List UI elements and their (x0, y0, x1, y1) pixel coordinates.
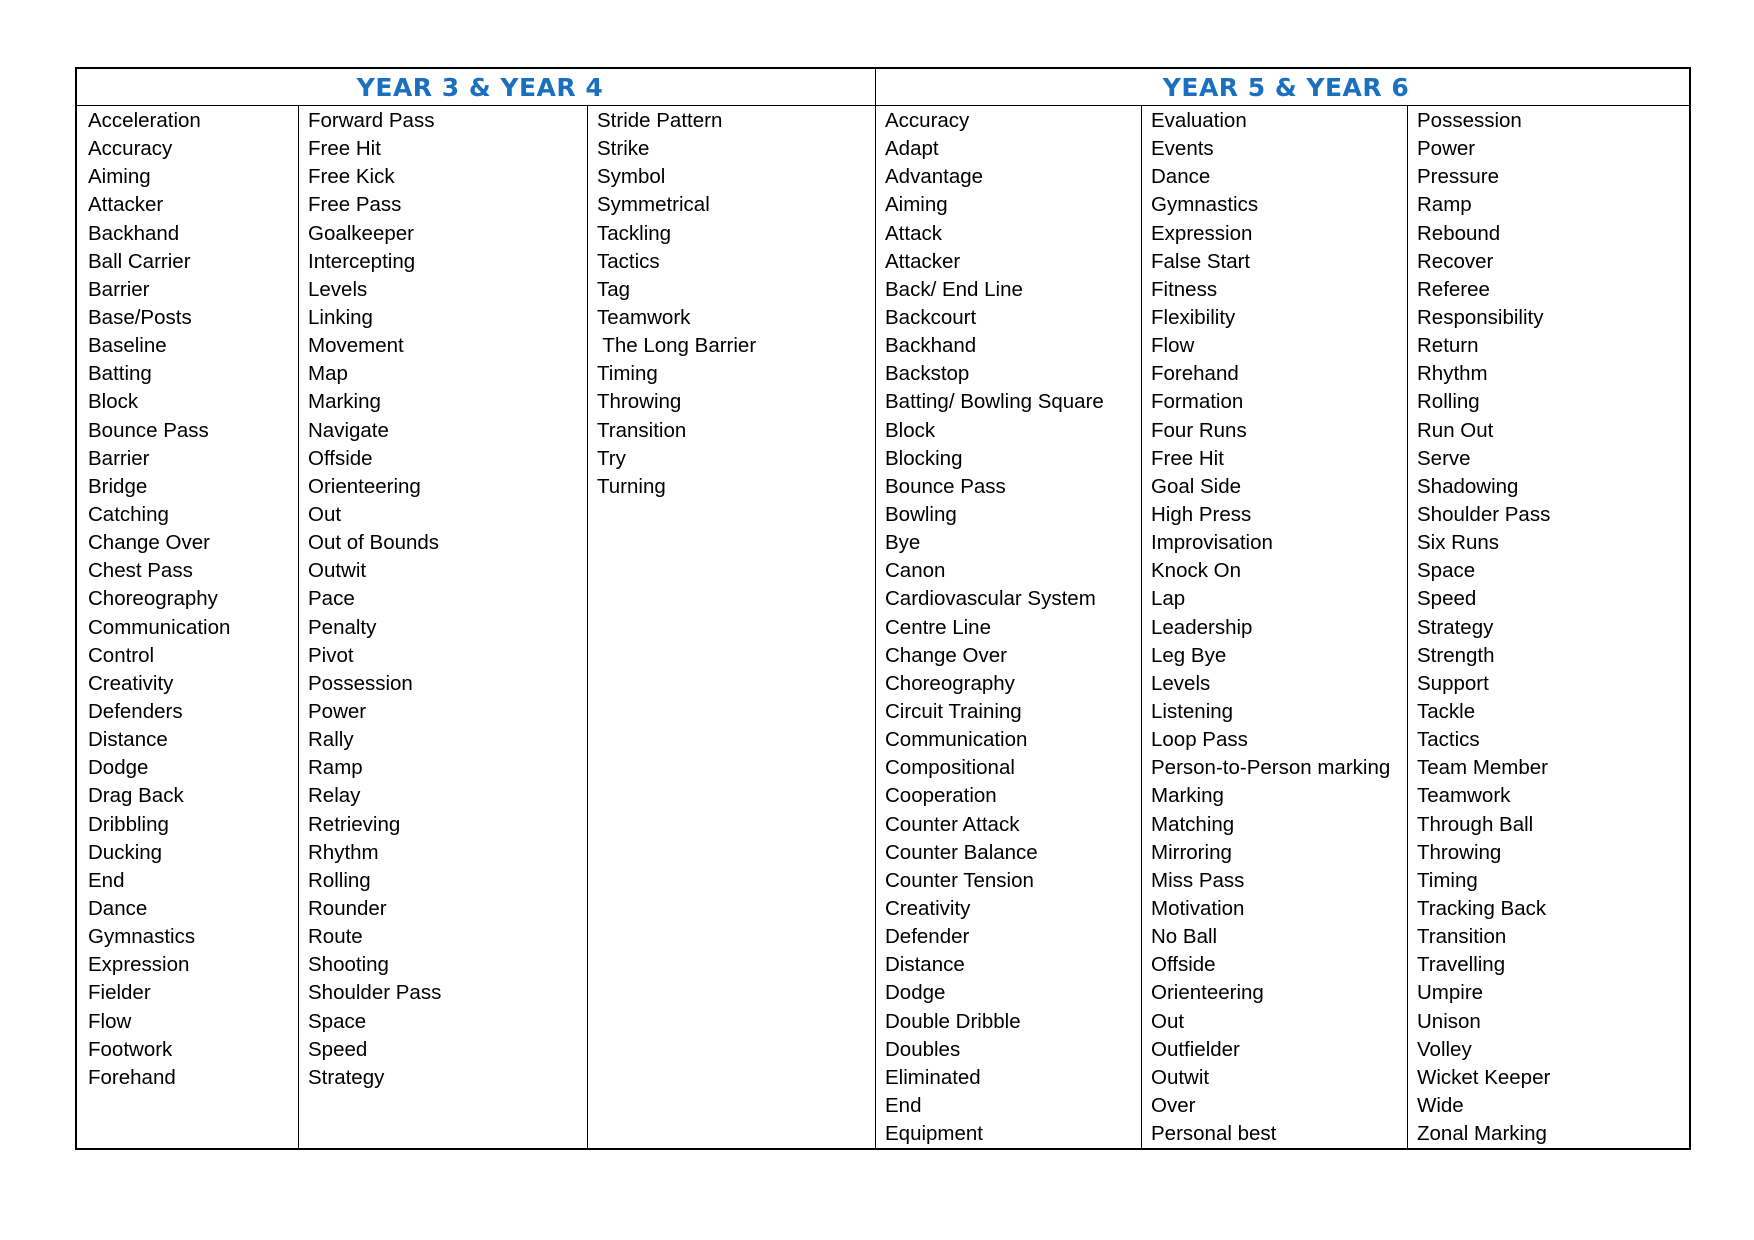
vocab-word: Loop Pass (1151, 728, 1248, 752)
vocab-word: Formation (1151, 390, 1244, 414)
vocab-word: Flow (88, 1009, 132, 1033)
vocab-word: Forward Pass (308, 109, 435, 132)
vocab-word: Back/ End Line (885, 277, 1023, 301)
word-column-2 (308, 107, 441, 1092)
vocab-word: Teamwork (597, 305, 691, 329)
vocab-word: Rhythm (1417, 362, 1488, 386)
vocab-word: Possession (1417, 109, 1522, 132)
vocab-word: Through Ball (1417, 812, 1534, 836)
vocab-word: Circuit Training (885, 699, 1022, 723)
vocab-word: Baseline (88, 334, 167, 358)
vocab-word: Footwork (88, 1037, 173, 1061)
vocab-word: Space (308, 1009, 367, 1033)
vocab-word: Mirroring (1151, 840, 1232, 864)
vocab-word: End (885, 1093, 922, 1117)
vocab-word: Drag Back (88, 784, 184, 808)
vocab-word: Forehand (1151, 362, 1239, 386)
vocab-word: Tactics (597, 249, 660, 273)
vocab-word: Eliminated (885, 1065, 981, 1089)
vocab-word: Dribbling (88, 812, 169, 836)
column-divider (1141, 105, 1142, 1148)
vocab-word: Offside (308, 446, 373, 470)
vocab-word: Gymnastics (88, 925, 196, 949)
vocab-word: Wicket Keeper (1417, 1065, 1551, 1089)
vocab-word: Throwing (597, 390, 682, 414)
vocab-word: Free Hit (308, 137, 381, 161)
header-year-3-4: YEAR 3 & YEAR 4 (356, 73, 604, 102)
vocab-word: Strike (597, 137, 650, 161)
vocab-word: Distance (885, 953, 965, 977)
vocab-word: Symbol (597, 165, 666, 189)
vocab-word: Compositional (885, 756, 1015, 780)
vocab-word: Volley (1417, 1037, 1472, 1061)
vocab-word: Personal best (1151, 1122, 1277, 1146)
vocab-word: Tracking Back (1417, 896, 1547, 920)
vocab-word: Accuracy (88, 137, 173, 161)
vocab-word: Adapt (885, 137, 939, 161)
vocab-word: Defenders (88, 699, 183, 723)
vocab-word: Knock On (1151, 559, 1242, 583)
vocab-word: Movement (308, 334, 404, 358)
vocab-word: Gymnastics (1151, 193, 1259, 217)
vocab-word: Dodge (88, 756, 149, 780)
vocab-word: Ramp (1417, 193, 1472, 217)
vocab-word: Power (1417, 137, 1476, 161)
vocab-word: Expression (88, 953, 190, 977)
vocab-word: Possession (308, 671, 413, 695)
vocab-word: Choreography (88, 587, 218, 611)
vocab-word: Navigate (308, 418, 389, 442)
word-column-1 (88, 107, 230, 1092)
vocab-word: Shoulder Pass (1417, 502, 1551, 526)
vocab-word: Free Hit (1151, 446, 1224, 470)
word-column-5 (1151, 107, 1390, 1148)
vocab-word: Person-to-Person marking (1151, 756, 1391, 780)
vocab-word: Timing (597, 362, 658, 386)
vocab-word: Outwit (308, 559, 367, 583)
vocab-word: Counter Balance (885, 840, 1038, 864)
vocab-word: Transition (1417, 925, 1507, 949)
vocab-word: Tag (597, 277, 631, 301)
vocab-word: Backhand (885, 334, 977, 358)
vocab-word: Defender (885, 925, 970, 949)
vocab-word: Dodge (885, 981, 946, 1005)
table-header-row (77, 69, 1689, 106)
vocab-word: Transition (597, 418, 687, 442)
vocab-word: Intercepting (308, 249, 416, 273)
vocab-word: Tackling (597, 221, 672, 245)
vocab-word: Shoulder Pass (308, 981, 442, 1005)
vocab-word: Bowling (885, 502, 957, 526)
vocab-word: Support (1417, 671, 1489, 695)
word-column-4 (885, 107, 1104, 1148)
vocab-word: Strength (1417, 643, 1495, 667)
vocab-word: Symmetrical (597, 193, 710, 217)
vocab-word: Linking (308, 305, 373, 329)
column-divider (298, 105, 299, 1148)
vocab-word: Ball Carrier (88, 249, 191, 273)
vocab-word: Advantage (885, 165, 984, 189)
vocab-word: Aiming (88, 165, 151, 189)
vocab-word: Change Over (885, 643, 1007, 667)
vocab-word: Serve (1417, 446, 1471, 470)
vocab-word: Outwit (1151, 1065, 1210, 1089)
vocab-word: Creativity (88, 671, 174, 695)
vocab-word: Lap (1151, 587, 1186, 611)
vocab-word: Communication (88, 615, 231, 639)
vocab-word: Centre Line (885, 615, 991, 639)
vocab-word: Cooperation (885, 784, 997, 808)
vocab-word: Shooting (308, 953, 389, 977)
vocab-word: Bounce Pass (88, 418, 209, 442)
vocab-word: Strategy (308, 1065, 385, 1089)
vocab-word: False Start (1151, 249, 1251, 273)
vocab-word: Dance (88, 896, 148, 920)
vocab-word: Tackle (1417, 699, 1476, 723)
vocab-word: Attacker (88, 193, 164, 217)
vocab-word: Motivation (1151, 896, 1245, 920)
vocab-word: Unison (1417, 1009, 1481, 1033)
vocab-word: Events (1151, 137, 1214, 161)
vocab-word: Base/Posts (88, 305, 192, 329)
vocab-word: Teamwork (1417, 784, 1511, 808)
vocab-word: Block (885, 418, 936, 442)
vocab-word: Leadership (1151, 615, 1253, 639)
vocab-word: Route (308, 925, 363, 949)
vocab-word: Over (1151, 1093, 1196, 1117)
vocab-word: Counter Attack (885, 812, 1020, 836)
vocab-word: Creativity (885, 896, 971, 920)
vocab-word: Marking (1151, 784, 1224, 808)
vocab-word: Fielder (88, 981, 151, 1005)
vocab-word: Tactics (1417, 728, 1480, 752)
vocab-word: Rhythm (308, 840, 379, 864)
vocab-word: Penalty (308, 615, 377, 639)
vocab-word: Matching (1151, 812, 1235, 836)
vocab-word: Block (88, 390, 139, 414)
vocab-word: Run Out (1417, 418, 1494, 442)
column-divider (1407, 105, 1408, 1148)
column-divider (587, 105, 588, 1148)
vocab-word: Backcourt (885, 305, 977, 329)
vocab-word: Out (1151, 1009, 1185, 1033)
vocab-word: Accuracy (885, 109, 970, 132)
vocabulary-table (75, 67, 1691, 1150)
vocab-word: Goalkeeper (308, 221, 414, 245)
vocab-word: Ramp (308, 756, 363, 780)
vocab-word: Backhand (88, 221, 180, 245)
vocab-word: Barrier (88, 446, 150, 470)
vocab-word: Goal Side (1151, 474, 1242, 498)
vocab-word: Rolling (1417, 390, 1480, 414)
vocab-word: Bye (885, 531, 921, 555)
vocab-word: Marking (308, 390, 381, 414)
vocab-word: Power (308, 699, 367, 723)
year-group-divider (875, 69, 876, 1148)
vocab-word: The Long Barrier (597, 334, 757, 358)
vocab-word: Blocking (885, 446, 963, 470)
vocab-word: Free Pass (308, 193, 402, 217)
vocab-word: Dance (1151, 165, 1211, 189)
vocab-word: Cardiovascular System (885, 587, 1096, 611)
vocab-word: Rounder (308, 896, 387, 920)
vocab-word: Speed (308, 1037, 368, 1061)
vocab-word: Backstop (885, 362, 970, 386)
vocab-word: Outfielder (1151, 1037, 1240, 1061)
vocab-word: Rolling (308, 868, 371, 892)
vocab-word: Control (88, 643, 155, 667)
vocab-word: Throwing (1417, 840, 1502, 864)
vocab-word: Strategy (1417, 615, 1494, 639)
vocab-word: Bounce Pass (885, 474, 1006, 498)
vocab-word: Ducking (88, 840, 163, 864)
vocab-word: Orienteering (1151, 981, 1264, 1005)
vocab-word: Recover (1417, 249, 1494, 273)
vocab-word: Batting/ Bowling Square (885, 390, 1104, 414)
vocab-word: Free Kick (308, 165, 395, 189)
header-year-5-6: YEAR 5 & YEAR 6 (1162, 73, 1410, 102)
vocab-word: Relay (308, 784, 361, 808)
vocab-word: Distance (88, 728, 168, 752)
vocab-word: Listening (1151, 699, 1234, 723)
vocab-word: Space (1417, 559, 1476, 583)
vocab-word: Fitness (1151, 277, 1218, 301)
vocab-word: Choreography (885, 671, 1015, 695)
vocab-word: Orienteering (308, 474, 421, 498)
vocab-word: Try (597, 446, 626, 470)
vocab-word: Referee (1417, 277, 1490, 301)
vocab-word: Flexibility (1151, 305, 1236, 329)
vocab-word: Improvisation (1151, 531, 1273, 555)
vocab-word: Acceleration (88, 109, 201, 132)
vocab-word: No Ball (1151, 925, 1218, 949)
vocab-word: Leg Bye (1151, 643, 1227, 667)
vocab-word: Return (1417, 334, 1479, 358)
vocab-word: Attack (885, 221, 942, 245)
vocab-word: Flow (1151, 334, 1195, 358)
vocab-word: Four Runs (1151, 418, 1247, 442)
vocab-word: Double Dribble (885, 1009, 1021, 1033)
vocab-word: Counter Tension (885, 868, 1034, 892)
vocab-word: Pressure (1417, 165, 1500, 189)
vocab-word: Attacker (885, 249, 961, 273)
vocab-word: Pivot (308, 643, 354, 667)
vocab-word: Team Member (1417, 756, 1549, 780)
vocab-word: Offside (1151, 953, 1216, 977)
vocab-word: Aiming (885, 193, 948, 217)
vocab-word: Turning (597, 474, 666, 498)
vocab-word: Speed (1417, 587, 1477, 611)
vocab-word: Catching (88, 502, 169, 526)
vocab-word: Evaluation (1151, 109, 1247, 132)
vocab-word: Retrieving (308, 812, 401, 836)
word-column-3 (597, 107, 756, 501)
word-column-6 (1417, 107, 1550, 1148)
vocab-word: Expression (1151, 221, 1253, 245)
vocab-word: Zonal Marking (1417, 1122, 1547, 1146)
vocab-word: Pace (308, 587, 355, 611)
vocab-word: End (88, 868, 125, 892)
vocab-word: Stride Pattern (597, 109, 723, 132)
vocab-word: Barrier (88, 277, 150, 301)
vocab-word: Miss Pass (1151, 868, 1245, 892)
vocab-word: Canon (885, 559, 946, 583)
vocab-word: Rebound (1417, 221, 1501, 245)
vocab-word: Equipment (885, 1122, 984, 1146)
vocab-word: Change Over (88, 531, 210, 555)
vocab-word: Out of Bounds (308, 531, 440, 555)
vocab-word: Timing (1417, 868, 1478, 892)
vocab-word: Forehand (88, 1065, 176, 1089)
vocab-word: High Press (1151, 502, 1252, 526)
vocab-word: Chest Pass (88, 559, 193, 583)
vocab-word: Out (308, 502, 342, 526)
vocab-word: Travelling (1417, 953, 1506, 977)
vocab-word: Levels (308, 277, 368, 301)
vocab-word: Wide (1417, 1093, 1464, 1117)
vocab-word: Shadowing (1417, 474, 1519, 498)
vocab-word: Map (308, 362, 348, 386)
vocab-word: Six Runs (1417, 531, 1500, 555)
vocab-word: Levels (1151, 671, 1211, 695)
vocab-word: Communication (885, 728, 1028, 752)
vocab-word: Responsibility (1417, 305, 1544, 329)
vocab-word: Doubles (885, 1037, 961, 1061)
vocab-word: Rally (308, 728, 354, 752)
vocab-word: Batting (88, 362, 152, 386)
vocab-word: Umpire (1417, 981, 1484, 1005)
vocab-word: Bridge (88, 474, 148, 498)
